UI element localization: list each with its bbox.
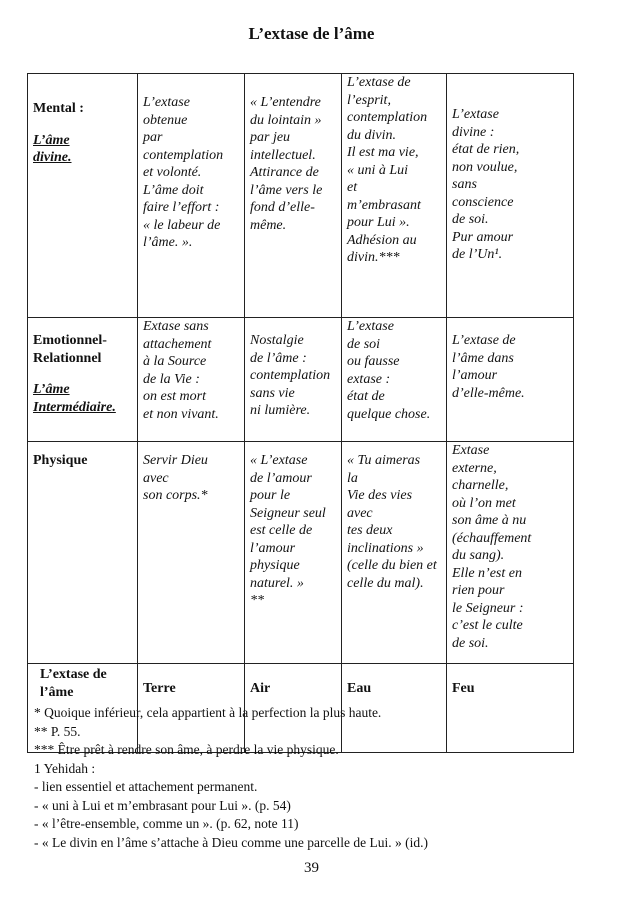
footnote: ** P. 55. [34,723,81,739]
table-cell [245,318,342,442]
cell-text: « Tu aimeras la Vie des vies avec tes deux inclinations » (celle du bien et celle du mal). [347,453,437,591]
cell-text: Extase externe, charnelle, où l’on met son âme à nu (échauffement du sang). Elle n’est en rien pour le Seigneur : c’est le culte de soi. [452,443,532,651]
cell-text: L’extase de soi ou fausse extase : état de quelque chose. [347,319,431,422]
element-terre: Terre [138,664,245,753]
row-label: Physique [33,453,88,468]
table-row-emotionnel [28,318,574,442]
page-number: 39 [304,860,319,876]
table-cell [342,74,447,318]
table-row-mental [28,74,574,318]
cell-text: Extase sans attachement à la Source de la Vie : on est mort et non vivant. [143,319,219,422]
cell-text: L’extase divine : état de rien, non voulue, sans conscience de soi. Pur amour de l’Un¹. [452,107,520,262]
footer-label: L’extase de l’âme [40,667,107,700]
cell-text: Nostalgie de l’âme : contemplation sans vie ni lumière. [250,333,331,418]
table-cell [447,442,574,664]
row-label: Emotionnel- Relationnel [33,333,107,366]
footnote: 1 Yehidah : [34,760,96,776]
row-header-cell [28,74,138,318]
footnote: - lien essentiel et attachement permanent. [34,779,258,794]
cell-text: « L’extase de l’amour pour le Seigneur seul est celle de l’amour physique naturel. » ** [250,453,326,608]
cell-text: L’extase obtenue par contemplation et volonté. L’âme doit faire l’effort : « le labeur de l’âme. ». [143,95,224,250]
row-header-cell [28,318,138,442]
page-title: L’extase de l’âme [248,24,375,43]
table-cell [138,442,245,664]
footnotes [34,704,594,852]
table-cell [342,318,447,442]
cell-text: « L’entendre du lointain » par jeu intellectuel. Attirance de l’âme vers le fond d’elle- même. [250,95,323,233]
row-sublabel: L’âme Intermédiaire. [33,382,116,415]
cell-text: Servir Dieu avec son corps.* [143,453,208,503]
table-cell [245,74,342,318]
row-label: Mental : [33,101,84,116]
table-cell [447,318,574,442]
element-eau: Eau [342,664,447,753]
table-cell [138,318,245,442]
element-air: Air [245,664,342,753]
extase-table [27,73,574,753]
footnote: - « Le divin en l’âme s’attache à Dieu comme une parcelle de Lui. » (id.) [34,834,428,850]
table-cell [138,74,245,318]
footnote: - « l’être-ensemble, comme un ». (p. 62, note 11) [34,816,299,831]
cell-text: L’extase de l’âme dans l’amour d’elle-même. [452,333,525,401]
row-header-cell [28,442,138,664]
element-feu: Feu [447,664,574,753]
footnote: - « uni à Lui et m’embrasant pour Lui ». (p. 54) [34,797,291,813]
table-cell [245,442,342,664]
table-cell [447,74,574,318]
footnote: * Quoique inférieur, cela appartient à la perfection la plus haute. [34,705,382,720]
footnote: *** Être prêt à rendre son âme, à perdre la vie physique. [34,742,339,757]
cell-text: L’extase de l’esprit, contemplation du divin. Il est ma vie, « uni à Lui et m’embrasant pour Lui ». Adhésion au divin.*** [347,75,428,265]
table-row-physique [28,442,574,664]
row-sublabel: L’âme divine. [33,132,72,165]
table-cell [342,442,447,664]
